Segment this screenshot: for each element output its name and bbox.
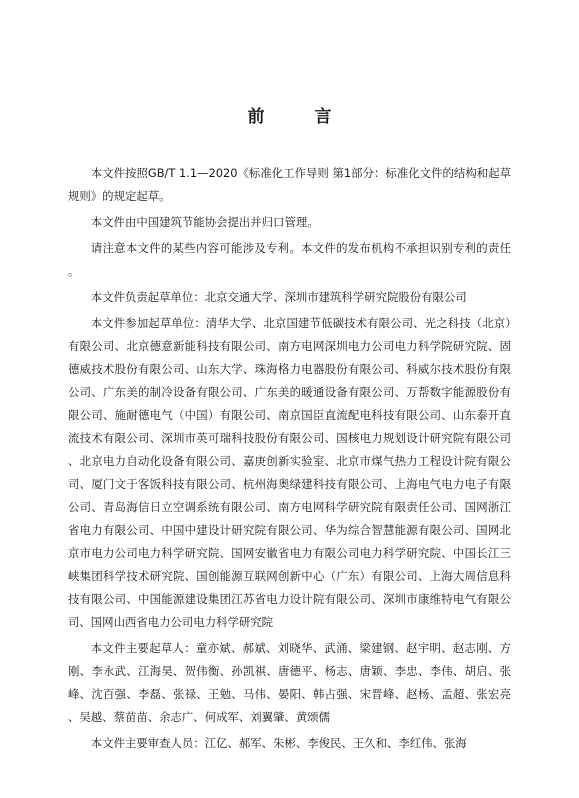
preface-body — [68, 162, 511, 755]
paragraph-reviewers: 本文件主要审查人员：江亿、郝军、朱彬、李俊民、王久和、李红伟、张海 — [90, 736, 467, 750]
paragraph-proposer: 本文件由中国建筑节能协会提出并归口管理。 — [90, 215, 319, 229]
page-title: 前 言 — [247, 107, 354, 127]
paragraph-participating-units: 本文件参加起草单位：清华大学、北京国建节低碳技术有限公司、光之科技（北京）有限公司、北京德意新能科技有限公司、南方电网深圳电力公司电力科学院研究院、固德威技术股份有限公司、山东大学、珠海格力电器股份有限公司、科威尔技术股份有限公司、广东美的制冷设备有限公司、广东美的暖通设备有限公司、万帮数字能源股份有限公司、施耐德电气（中国）有限公司、南京国臣直流配电科技有限公司、山东泰开直流技术有限公司、深圳市英可瑞科技股份有限公司、国核电力规划设计研究院有限公司、北京电力自动化设备有限公司、嘉庚创新实验室、北京市煤气热力工程设计院有限公司、厦门文于客饭科技有限公司、杭州海奥绿建科技有限公司、上海电气电力电子有限公司、青岛海信日立空调系统有限公司、南方电网科学研究院有限责任公司、国网浙江省电力有限公司、中国中建设计研究院有限公司、华为综合智慧能源有限公司、国网北京市电力公司电力科学研究院、国网安徽省电力有限公司电力科学研究院、中国长江三峡集团科学技术研究院、国创能源互联网创新中心（广东）有限公司、上海大周信息科技有限公司、中国能源建设集团江苏省电力设计院有限公司、深圳市康维特电气有限公司、国网山西省电力公司电力科学研究院 — [68, 316, 511, 629]
paragraph-main-drafters: 本文件主要起草人：童亦斌、郝斌、刘晓华、武涌、梁建钢、赵宇明、赵志刚、方刚、李永武、江海昊、贺伟衡、孙凯祺、唐德平、杨志、唐颖、李忠、李伟、胡启、张峰、沈百强、李磊、张禄、王勉、马伟、晏阳、韩占强、宋晋峰、赵杨、孟超、张宏亮、吴越、蔡苗苗、余志广、何成军、刘翼肇、黄颂儒 — [68, 641, 511, 724]
paragraph-drafting-rules: 本文件按照GB/T 1.1—2020《标准化工作导则 第1部分：标准化文件的结构和起草规则》的规定起草。 — [68, 166, 511, 203]
paragraph-patent-notice: 请注意本文件的某些内容可能涉及专利。本文件的发布机构不承担识别专利的责任。 — [68, 241, 511, 278]
paragraph-lead-drafters: 本文件负责起草单位：北京交通大学、深圳市建筑科学研究院股份有限公司 — [90, 290, 467, 304]
